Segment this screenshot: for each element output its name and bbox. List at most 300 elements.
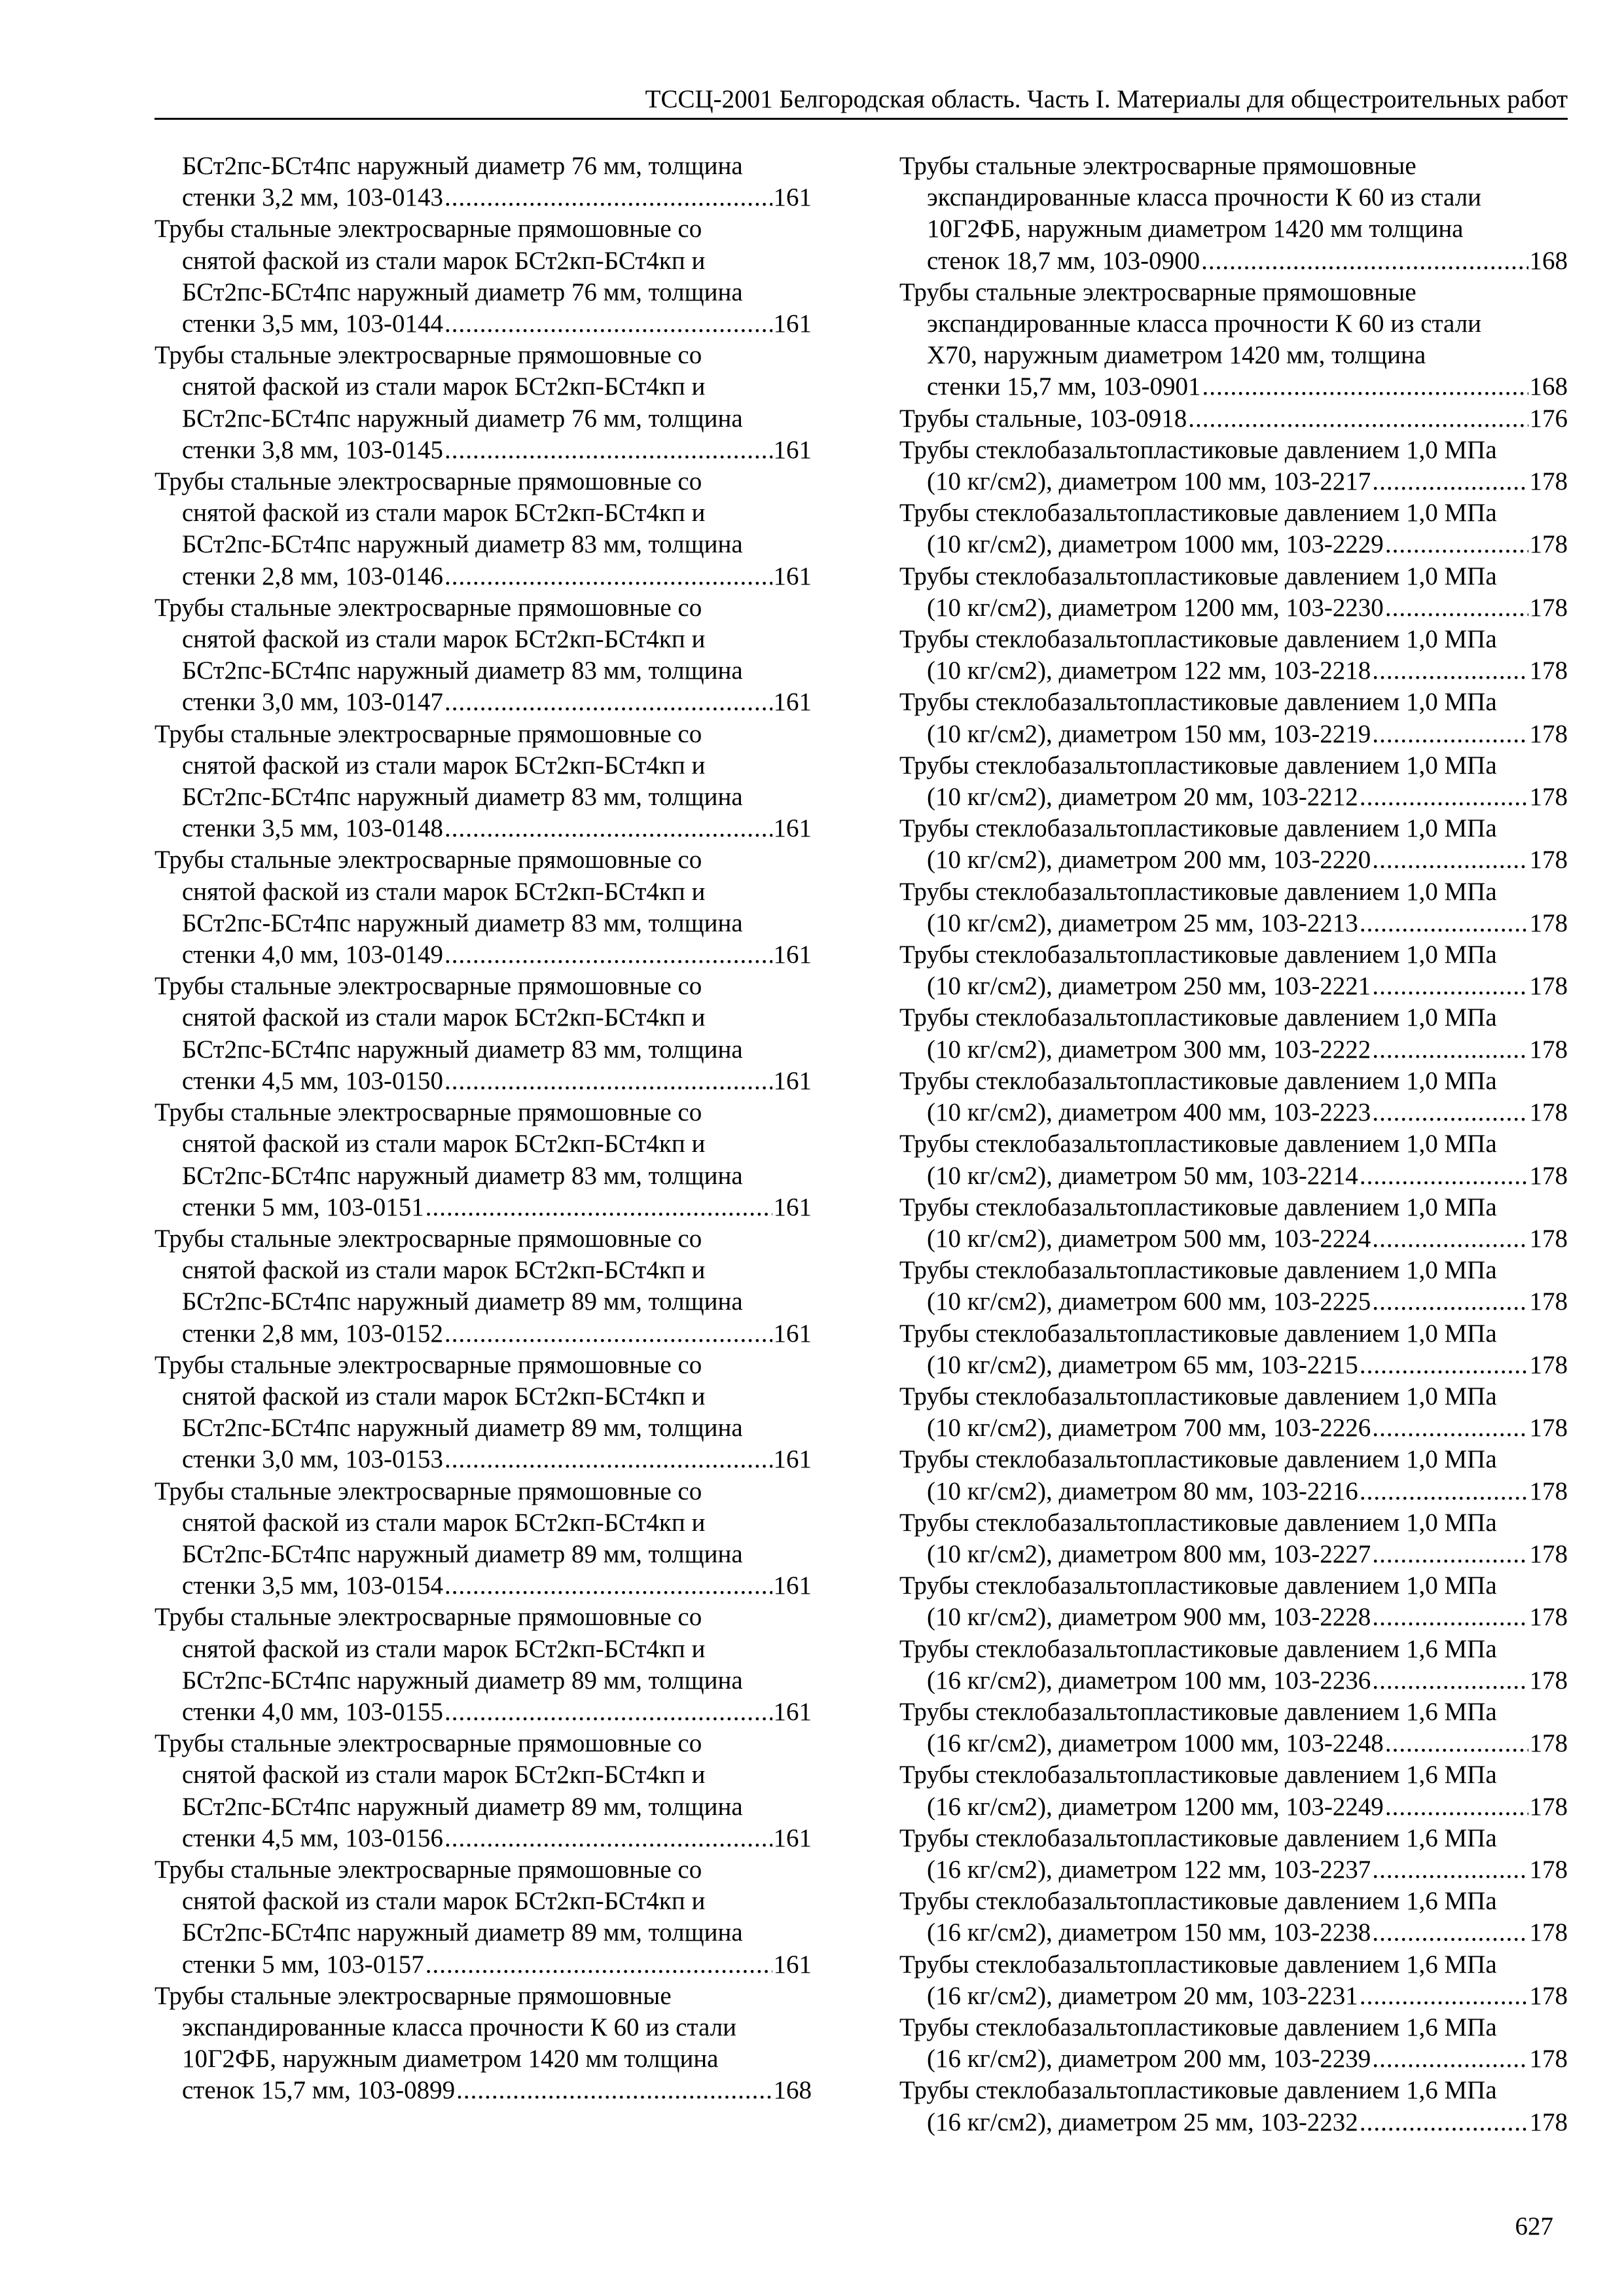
entry-text: (10 кг/см2), диаметром 50 мм, 103-2214 (927, 1161, 1358, 1190)
entry-page-number: 161 (773, 1193, 812, 1221)
entry-text-line: снятой фаской из стали марок БСт2кп-БСт4кп и (182, 1130, 706, 1158)
dot-leader (1385, 1728, 1528, 1759)
index-entry (899, 1886, 1568, 1948)
index-entry-line (899, 1223, 1568, 1255)
entry-text: (16 кг/см2), диаметром 100 мм, 103-2236 (927, 1666, 1371, 1695)
entry-text-line: снятой фаской из стали марок БСт2кп-БСт4кп и (182, 499, 706, 528)
entry-text: (10 кг/см2), диаметром 800 мм, 103-2227 (927, 1539, 1371, 1568)
entry-page-number: 161 (773, 1950, 812, 1979)
entry-text-line: Трубы стеклобазальтопластиковые давлением 1,0 МПа (899, 1508, 1497, 1537)
entry-text-line: снятой фаской из стали марок БСт2кп-БСт4кп и (182, 1003, 706, 1032)
entry-page-number: 161 (773, 941, 812, 969)
index-entry-line (899, 1350, 1568, 1381)
index-entry-line (154, 1570, 812, 1602)
entry-text-line: БСт2пс-БСт4пс наружный диаметр 89 мм, толщина (182, 1539, 743, 1568)
index-entry (154, 340, 812, 466)
dot-leader (1360, 1160, 1528, 1192)
index-entry (899, 497, 1568, 560)
entry-text-line: БСт2пс-БСт4пс наружный диаметр 76 мм, толщина (182, 278, 743, 306)
entry-text-line: Трубы стальные электросварные прямошовные (899, 152, 1416, 180)
index-entry-line (899, 403, 1568, 435)
index-entry-line (899, 466, 1568, 497)
entry-text-line: экспандированные класса прочности К 60 из стали (927, 183, 1482, 212)
entry-text-line: БСт2пс-БСт4пс наружный диаметр 83 мм, толщина (182, 530, 743, 559)
entry-text: стенки 5 мм, 103-0157 (182, 1950, 424, 1979)
dot-leader (1360, 781, 1528, 813)
index-entry (899, 1128, 1568, 1191)
entry-text: (10 кг/см2), диаметром 200 мм, 103-2220 (927, 846, 1371, 874)
entry-text: стенки 3,2 мм, 103-0143 (182, 183, 443, 212)
entry-text-line: Трубы стальные электросварные прямошовные со (154, 846, 702, 874)
dot-leader (1372, 1854, 1528, 1886)
index-entry (899, 1634, 1568, 1696)
index-entry (899, 2012, 1568, 2075)
dot-leader (1372, 2043, 1528, 2075)
entry-text: (10 кг/см2), диаметром 122 мм, 103-2218 (927, 656, 1371, 685)
index-entry (899, 1318, 1568, 1381)
entry-text: стенки 3,8 мм, 103-0145 (182, 435, 443, 464)
dot-leader (1202, 371, 1528, 403)
index-entry-line (154, 1696, 812, 1728)
dot-leader (1360, 2107, 1528, 2138)
index-entry (899, 151, 1568, 277)
index-entry (899, 1823, 1568, 1886)
entry-text: стенки 2,8 мм, 103-0152 (182, 1319, 443, 1348)
dot-leader (1372, 1097, 1528, 1128)
dot-leader (425, 1192, 772, 1223)
index-entry (899, 939, 1568, 1002)
index-entry (154, 1854, 812, 1981)
entry-text-line: Трубы стальные электросварные прямошовные со (154, 1729, 702, 1758)
entry-text-line: Трубы стеклобазальтопластиковые давлением 1,6 МПа (899, 1761, 1497, 1789)
index-entry (899, 1507, 1568, 1570)
entry-page-number: 161 (773, 1066, 812, 1095)
dot-leader (1385, 592, 1528, 624)
entry-text-line: БСт2пс-БСт4пс наружный диаметр 89 мм, толщина (182, 1918, 743, 1947)
entry-page-number: 178 (1529, 1666, 1568, 1695)
entry-page-number: 178 (1529, 1729, 1568, 1758)
index-entry-line (154, 561, 812, 592)
dot-leader (444, 1696, 772, 1728)
entry-text: (16 кг/см2), диаметром 150 мм, 103-2238 (927, 1918, 1371, 1947)
dot-leader (1201, 245, 1528, 277)
index-entry (899, 876, 1568, 939)
entry-text-line: Трубы стальные электросварные прямошовные со (154, 1603, 702, 1632)
entry-text-line: Трубы стеклобазальтопластиковые давлением 1,0 МПа (899, 814, 1497, 843)
index-entry (899, 1192, 1568, 1255)
entry-text-line: Трубы стеклобазальтопластиковые давлением 1,0 МПа (899, 1382, 1497, 1410)
entry-text: стенки 4,0 мм, 103-0149 (182, 941, 443, 969)
index-entry (154, 592, 812, 719)
running-header (154, 85, 1568, 120)
index-entry (154, 466, 812, 592)
dot-leader (1188, 403, 1528, 435)
entry-page-number: 178 (1529, 1224, 1568, 1253)
entry-text-line: БСт2пс-БСт4пс наружный диаметр 76 мм, толщина (182, 152, 743, 180)
entry-text-line: снятой фаской из стали марок БСт2кп-БСт4кп и (182, 372, 706, 401)
entry-text-line: Трубы стеклобазальтопластиковые давлением 1,0 МПа (899, 751, 1497, 780)
dot-leader (444, 1066, 772, 1097)
index-entry (899, 687, 1568, 749)
index-entry-line (154, 813, 812, 844)
index-entry (899, 1759, 1568, 1822)
entry-text: (10 кг/см2), диаметром 100 мм, 103-2217 (927, 467, 1371, 496)
entry-text: стенки 4,5 мм, 103-0156 (182, 1823, 443, 1852)
entry-text: (10 кг/см2), диаметром 25 мм, 103-2213 (927, 908, 1358, 937)
entry-text-line: Трубы стеклобазальтопластиковые давлением 1,0 МПа (899, 562, 1497, 590)
index-entry-line (899, 592, 1568, 624)
entry-text-line: Трубы стеклобазальтопластиковые давлением 1,6 МПа (899, 2076, 1497, 2105)
index-entry-line (899, 1034, 1568, 1066)
entry-text-line: Трубы стальные электросварные прямошовные со (154, 593, 702, 622)
index-entry (899, 1066, 1568, 1128)
dot-leader (1372, 1539, 1528, 1570)
entry-text-line: Трубы стеклобазальтопластиковые давлением 1,0 МПа (899, 1256, 1497, 1285)
dot-leader (444, 308, 772, 340)
entry-page-number: 178 (1529, 530, 1568, 559)
dot-leader (425, 1949, 772, 1981)
entry-text: стенки 4,0 мм, 103-0155 (182, 1697, 443, 1726)
index-entry-line (154, 1318, 812, 1350)
entry-text-line: БСт2пс-БСт4пс наружный диаметр 83 мм, толщина (182, 1035, 743, 1064)
index-entry-line (899, 371, 1568, 403)
entry-text-line: снятой фаской из стали марок БСт2кп-БСт4кп и (182, 1634, 706, 1663)
entry-text-line: 10Г2ФБ, наружным диаметром 1420 мм толщина (927, 215, 1464, 243)
entry-page-number: 178 (1529, 783, 1568, 812)
index-entry-line (899, 1791, 1568, 1823)
index-entry-line (899, 1665, 1568, 1696)
entry-page-number: 161 (773, 688, 812, 717)
entry-page-number: 178 (1529, 1287, 1568, 1316)
dot-leader (1372, 1223, 1528, 1255)
dot-leader (1372, 1412, 1528, 1444)
entry-page-number: 168 (1529, 372, 1568, 401)
entry-text-line: снятой фаской из стали марок БСт2кп-БСт4кп и (182, 246, 706, 275)
entry-text: (16 кг/см2), диаметром 20 мм, 103-2231 (927, 1981, 1358, 2010)
entry-page-number: 178 (1529, 719, 1568, 748)
entry-page-number: 178 (1529, 1350, 1568, 1379)
entry-text-line: Трубы стеклобазальтопластиковые давлением 1,0 МПа (899, 877, 1497, 906)
entry-text-line: Трубы стеклобазальтопластиковые давлением 1,0 МПа (899, 1445, 1497, 1474)
index-entry (154, 1350, 812, 1476)
index-entry (899, 1696, 1568, 1759)
entry-text-line: Трубы стальные электросварные прямошовные со (154, 1477, 702, 1505)
entry-text-line: 10Г2ФБ, наружным диаметром 1420 мм толщина (182, 2045, 719, 2073)
dot-leader (444, 561, 772, 592)
index-entry-line (899, 844, 1568, 876)
entry-text-line: Трубы стеклобазальтопластиковые давлением 1,6 МПа (899, 1950, 1497, 1979)
index-entry (154, 971, 812, 1097)
entry-text-line: Трубы стальные электросварные прямошовные (899, 278, 1416, 306)
entry-text-line: Трубы стеклобазальтопластиковые давлением 1,6 МПа (899, 1634, 1497, 1663)
entry-text-line: Трубы стальные электросварные прямошовные со (154, 719, 702, 748)
entry-page-number: 178 (1529, 1855, 1568, 1884)
entry-text-line: БСт2пс-БСт4пс наружный диаметр 89 мм, толщина (182, 1666, 743, 1695)
index-entry-line (899, 1728, 1568, 1759)
entry-text: (10 кг/см2), диаметром 65 мм, 103-2215 (927, 1350, 1358, 1379)
entry-page-number: 178 (1529, 1981, 1568, 2010)
dot-leader (1372, 466, 1528, 497)
dot-leader (1360, 1981, 1528, 2012)
entry-text-line: Трубы стеклобазальтопластиковые давлением 1,6 МПа (899, 1823, 1497, 1852)
entry-text-line: БСт2пс-БСт4пс наружный диаметр 89 мм, толщина (182, 1414, 743, 1443)
index-column-right (899, 151, 1568, 2138)
index-entry (899, 403, 1568, 435)
dot-leader (456, 2075, 772, 2106)
entry-text: стенок 18,7 мм, 103-0900 (927, 246, 1200, 275)
dot-leader (444, 1318, 772, 1350)
index-entry-line (154, 1823, 812, 1854)
index-entry-line (154, 2075, 812, 2106)
entry-page-number: 168 (1529, 246, 1568, 275)
entry-page-number: 178 (1529, 2108, 1568, 2136)
entry-text: (10 кг/см2), диаметром 1200 мм, 103-2230 (927, 593, 1384, 622)
entry-text-line: Трубы стальные электросварные прямошовные со (154, 1098, 702, 1127)
index-entry-line (899, 1412, 1568, 1444)
index-entry-line (899, 719, 1568, 750)
entry-text-line: Трубы стеклобазальтопластиковые давлением 1,6 МПа (899, 1887, 1497, 1916)
index-entry-line (899, 1476, 1568, 1507)
entry-page-number: 161 (773, 1697, 812, 1726)
index-entry (899, 750, 1568, 813)
index-entry-line (899, 1854, 1568, 1886)
entry-page-number: 161 (773, 183, 812, 212)
entry-page-number: 161 (773, 1823, 812, 1852)
entry-text-line: Трубы стеклобазальтопластиковые давлением 1,0 МПа (899, 625, 1497, 654)
entry-text: стенки 3,0 мм, 103-0153 (182, 1445, 443, 1474)
dot-leader (1385, 529, 1528, 560)
entry-text: (10 кг/см2), диаметром 900 мм, 103-2228 (927, 1603, 1371, 1632)
entry-text-line: БСт2пс-БСт4пс наружный диаметр 83 мм, толщина (182, 783, 743, 812)
dot-leader (444, 1823, 772, 1854)
entry-text-line: снятой фаской из стали марок БСт2кп-БСт4кп и (182, 1761, 706, 1789)
entry-text: стенки 5 мм, 103-0151 (182, 1193, 424, 1221)
entry-page-number: 161 (773, 814, 812, 843)
index-entry-line (899, 1286, 1568, 1318)
entry-text: (16 кг/см2), диаметром 122 мм, 103-2237 (927, 1855, 1371, 1884)
entry-page-number: 161 (773, 1319, 812, 1348)
dot-leader (444, 939, 772, 971)
dot-leader (1372, 971, 1528, 1002)
index-entry-line (899, 2043, 1568, 2075)
index-entry-line (899, 2107, 1568, 2138)
entry-text-line: БСт2пс-БСт4пс наружный диаметр 83 мм, толщина (182, 1161, 743, 1190)
index-entry (899, 813, 1568, 876)
entry-text: (16 кг/см2), диаметром 200 мм, 103-2239 (927, 2045, 1371, 2073)
index-entry (154, 151, 812, 213)
entry-text-line: Трубы стальные электросварные прямошовные (154, 1981, 672, 2010)
entry-page-number: 178 (1529, 1098, 1568, 1127)
entry-text-line: Х70, наружным диаметром 1420 мм, толщина (927, 341, 1426, 370)
entry-text-line: Трубы стеклобазальтопластиковые давлением 1,0 МПа (899, 1066, 1497, 1095)
entry-page-number: 161 (773, 562, 812, 590)
entry-page-number: 178 (1529, 656, 1568, 685)
entry-text-line: Трубы стальные электросварные прямошовные со (154, 972, 702, 1001)
entry-text-line: снятой фаской из стали марок БСт2кп-БСт4кп и (182, 1382, 706, 1410)
index-entry (899, 1381, 1568, 1444)
index-entry-line (154, 1444, 812, 1475)
dot-leader (444, 687, 772, 718)
entry-page-number: 178 (1529, 1792, 1568, 1821)
entry-page-number: 178 (1529, 467, 1568, 496)
page-number: 627 (1515, 2212, 1553, 2240)
entry-text: (10 кг/см2), диаметром 150 мм, 103-2219 (927, 719, 1371, 748)
entry-page-number: 178 (1529, 1603, 1568, 1632)
index-entry-line (154, 182, 812, 213)
entry-text-line: Трубы стальные электросварные прямошовные со (154, 1350, 702, 1379)
entry-text: (10 кг/см2), диаметром 80 мм, 103-2216 (927, 1477, 1358, 1505)
entry-text: стенки 3,5 мм, 103-0144 (182, 310, 443, 338)
entry-text: (10 кг/см2), диаметром 500 мм, 103-2224 (927, 1224, 1371, 1253)
index-entry (154, 1728, 812, 1854)
index-entry-line (899, 529, 1568, 560)
entry-page-number: 178 (1529, 1918, 1568, 1947)
entry-text: (10 кг/см2), диаметром 300 мм, 103-2222 (927, 1035, 1371, 1064)
entry-text: стенок 15,7 мм, 103-0899 (182, 2076, 456, 2105)
entry-page-number: 178 (1529, 1477, 1568, 1505)
entry-text-line: Трубы стеклобазальтопластиковые давлением 1,0 МПа (899, 1319, 1497, 1348)
index-entry (899, 277, 1568, 403)
entry-text-line: Трубы стеклобазальтопластиковые давлением 1,6 МПа (899, 1697, 1497, 1726)
index-entry-line (899, 1097, 1568, 1128)
entry-text: (10 кг/см2), диаметром 250 мм, 103-2221 (927, 972, 1371, 1001)
entry-page-number: 176 (1529, 404, 1568, 433)
entry-page-number: 178 (1529, 1161, 1568, 1190)
dot-leader (1372, 719, 1528, 750)
entry-text-line: Трубы стеклобазальтопластиковые давлением 1,0 МПа (899, 435, 1497, 464)
entry-text-line: снятой фаской из стали марок БСт2кп-БСт4кп и (182, 625, 706, 654)
entry-text-line: снятой фаской из стали марок БСт2кп-БСт4кп и (182, 1256, 706, 1285)
entry-text-line: Трубы стеклобазальтопластиковые давлением 1,0 МПа (899, 499, 1497, 528)
entry-text-line: Трубы стеклобазальтопластиковые давлением 1,0 МПа (899, 1003, 1497, 1032)
dot-leader (1372, 655, 1528, 687)
index-entry (899, 1949, 1568, 2012)
entry-text: Трубы стальные, 103-0918 (899, 404, 1187, 433)
index-entry (154, 1223, 812, 1350)
index-entry-line (154, 435, 812, 466)
entry-text-line: снятой фаской из стали марок БСт2кп-БСт4кп и (182, 751, 706, 780)
index-entry-line (154, 1949, 812, 1981)
entry-page-number: 178 (1529, 593, 1568, 622)
entry-text-line: Трубы стеклобазальтопластиковые давлением 1,0 МПа (899, 1130, 1497, 1158)
dot-leader (1372, 844, 1528, 876)
entry-page-number: 178 (1529, 1035, 1568, 1064)
header-title: ТССЦ-2001 Белгородская область. Часть I. Материалы для общестроительных работ (645, 85, 1568, 113)
entry-text: (10 кг/см2), диаметром 1000 мм, 103-2229 (927, 530, 1384, 559)
entry-page-number: 178 (1529, 908, 1568, 937)
entry-text: (16 кг/см2), диаметром 1000 мм, 103-2248 (927, 1729, 1384, 1758)
index-entry (899, 1444, 1568, 1507)
index-entry-line (154, 1192, 812, 1223)
dot-leader (444, 813, 772, 844)
entry-page-number: 178 (1529, 1414, 1568, 1443)
entry-text: стенки 3,5 мм, 103-0148 (182, 814, 443, 843)
entry-text: стенки 3,5 мм, 103-0154 (182, 1571, 443, 1600)
entry-text-line: Трубы стеклобазальтопластиковые давлением 1,0 МПа (899, 941, 1497, 969)
dot-leader (1360, 908, 1528, 939)
entry-text: (10 кг/см2), диаметром 20 мм, 103-2212 (927, 783, 1358, 812)
index-entry (899, 1002, 1568, 1065)
entry-text-line: Трубы стальные электросварные прямошовные со (154, 467, 702, 496)
entry-text: стенки 2,8 мм, 103-0146 (182, 562, 443, 590)
entry-text: (10 кг/см2), диаметром 400 мм, 103-2223 (927, 1098, 1371, 1127)
entry-text: (16 кг/см2), диаметром 1200 мм, 103-2249 (927, 1792, 1384, 1821)
entry-text: (10 кг/см2), диаметром 700 мм, 103-2226 (927, 1414, 1371, 1443)
entry-text-line: Трубы стеклобазальтопластиковые давлением 1,0 МПа (899, 1571, 1497, 1600)
index-entry-line (899, 908, 1568, 939)
entry-text-line: экспандированные класса прочности К 60 из стали (182, 2013, 737, 2041)
index-entry-line (899, 1602, 1568, 1633)
index-entry-line (899, 1160, 1568, 1192)
index-entry (154, 1097, 812, 1223)
index-entry-line (154, 308, 812, 340)
entry-text-line: Трубы стальные электросварные прямошовные со (154, 1224, 702, 1253)
entry-text-line: экспандированные класса прочности К 60 из стали (927, 310, 1482, 338)
dot-leader (444, 435, 772, 466)
entry-page-number: 178 (1529, 972, 1568, 1001)
index-entry (154, 1981, 812, 2107)
index-entry (899, 435, 1568, 497)
dot-leader (1372, 1917, 1528, 1948)
index-entry-line (899, 1981, 1568, 2012)
entry-page-number: 161 (773, 435, 812, 464)
index-entry (899, 1255, 1568, 1318)
dot-leader (444, 1570, 772, 1602)
index-entry-line (899, 245, 1568, 277)
dot-leader (1372, 1034, 1528, 1066)
index-entry-line (154, 687, 812, 718)
index-entry-line (899, 1539, 1568, 1570)
dot-leader (1372, 1602, 1528, 1633)
index-entry (154, 213, 812, 340)
index-entry-line (899, 1917, 1568, 1948)
index-entry (154, 1476, 812, 1602)
entry-text-line: снятой фаской из стали марок БСт2кп-БСт4кп и (182, 1887, 706, 1916)
entry-page-number: 178 (1529, 2045, 1568, 2073)
entry-text-line: БСт2пс-БСт4пс наружный диаметр 83 мм, толщина (182, 908, 743, 937)
entry-text-line: Трубы стеклобазальтопластиковые давлением 1,0 МПа (899, 1193, 1497, 1221)
entry-text-line: снятой фаской из стали марок БСт2кп-БСт4кп и (182, 1508, 706, 1537)
entry-page-number: 168 (773, 2076, 812, 2105)
dot-leader (1360, 1350, 1528, 1381)
entry-text: стенки 15,7 мм, 103-0901 (927, 372, 1201, 401)
index-entry (154, 844, 812, 971)
index-column-left (154, 151, 812, 2107)
entry-text-line: Трубы стеклобазальтопластиковые давлением 1,0 МПа (899, 688, 1497, 717)
entry-text: (10 кг/см2), диаметром 600 мм, 103-2225 (927, 1287, 1371, 1316)
dot-leader (444, 182, 772, 213)
index-entry-line (899, 781, 1568, 813)
index-entry (899, 2075, 1568, 2138)
dot-leader (444, 1444, 772, 1475)
entry-text-line: БСт2пс-БСт4пс наружный диаметр 76 мм, толщина (182, 404, 743, 433)
dot-leader (1372, 1286, 1528, 1318)
entry-page-number: 178 (1529, 846, 1568, 874)
index-entry (899, 1570, 1568, 1633)
dot-leader (1372, 1665, 1528, 1696)
entry-text-line: БСт2пс-БСт4пс наружный диаметр 83 мм, толщина (182, 656, 743, 685)
dot-leader (1385, 1791, 1528, 1823)
index-entry (899, 561, 1568, 624)
index-entry (154, 1602, 812, 1728)
index-entry-line (154, 939, 812, 971)
entry-text-line: БСт2пс-БСт4пс наружный диаметр 89 мм, толщина (182, 1792, 743, 1821)
entry-text-line: БСт2пс-БСт4пс наружный диаметр 89 мм, толщина (182, 1287, 743, 1316)
entry-page-number: 161 (773, 1445, 812, 1474)
entry-text-line: Трубы стальные электросварные прямошовные со (154, 341, 702, 370)
entry-text: (16 кг/см2), диаметром 25 мм, 103-2232 (927, 2108, 1358, 2136)
index-entry-line (899, 655, 1568, 687)
